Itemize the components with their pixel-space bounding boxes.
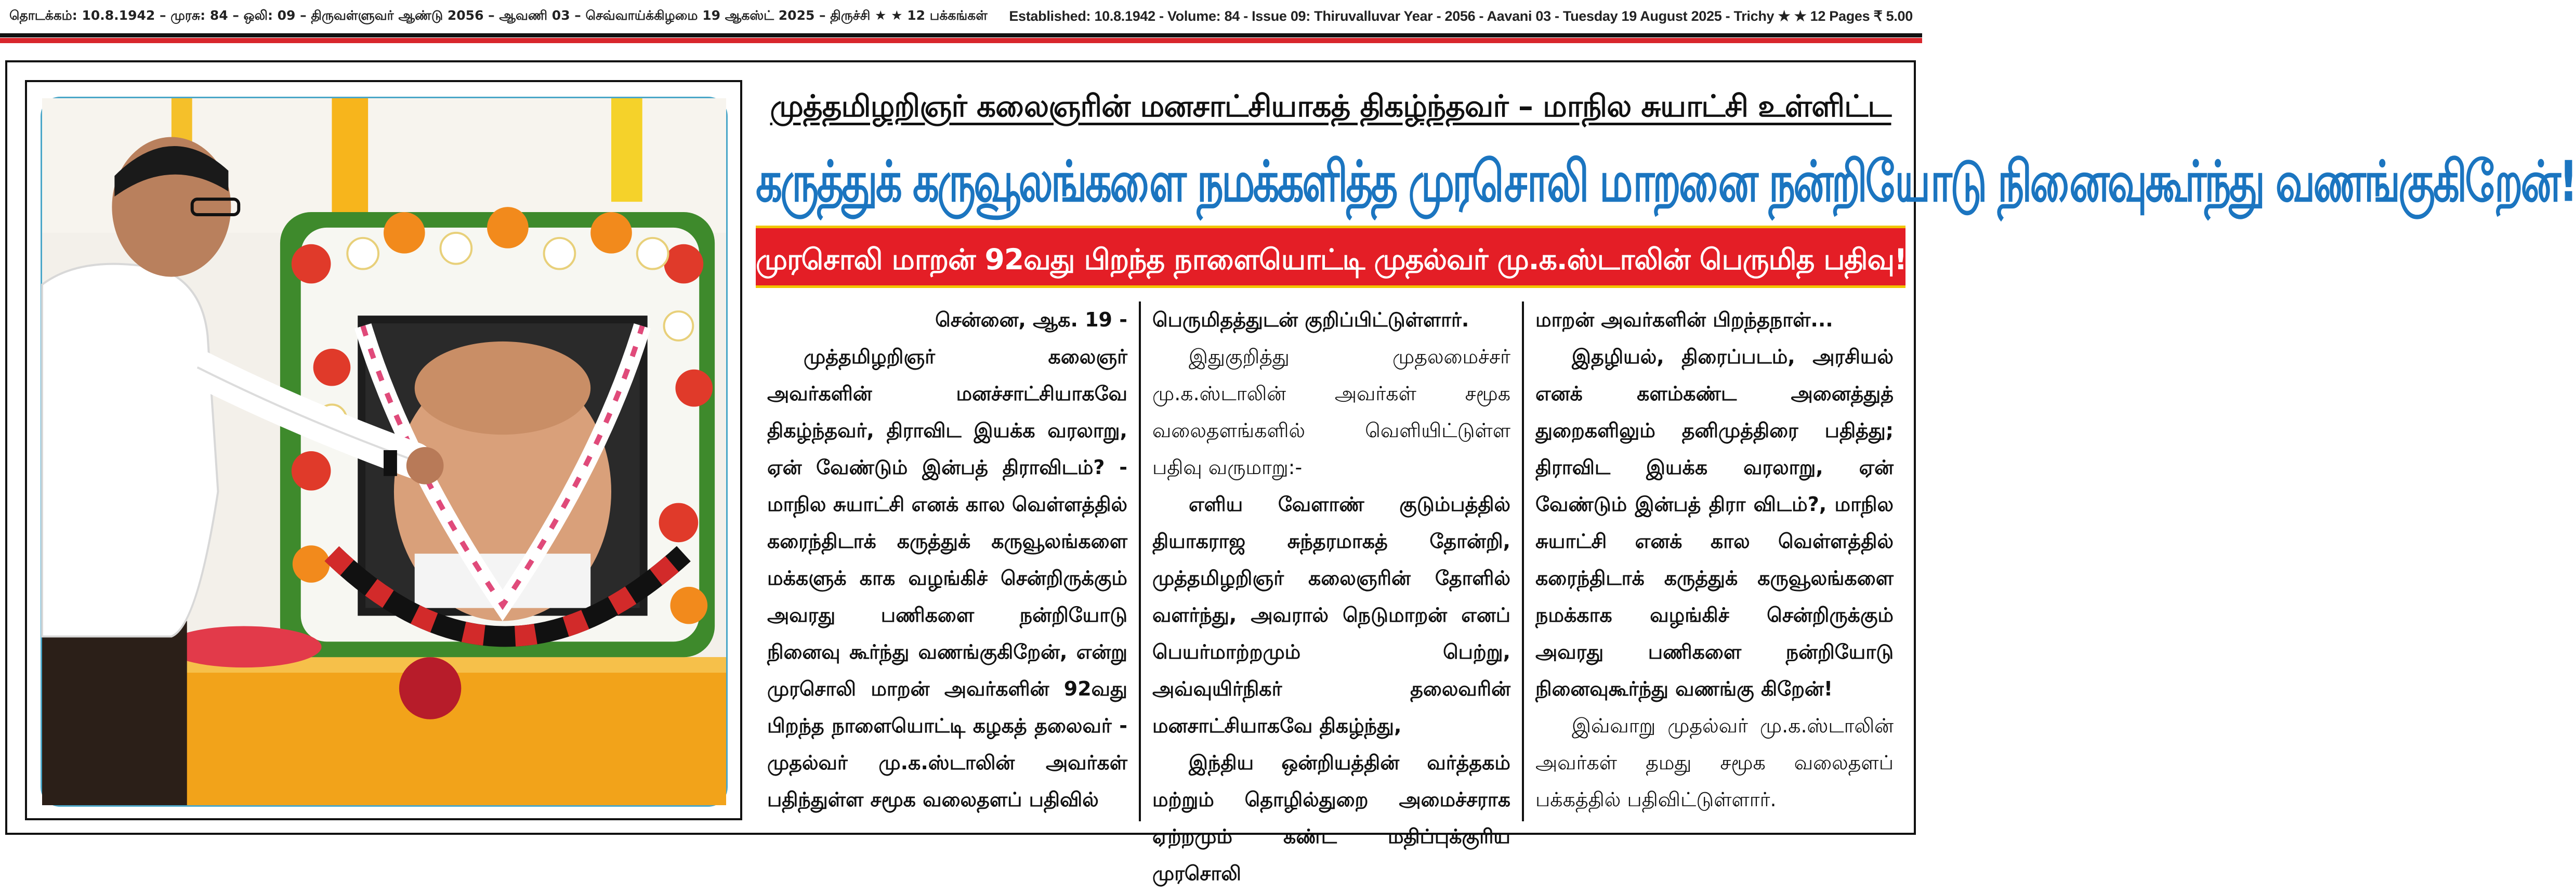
column-2-para-1: பெருமிதத்துடன் குறிப்பிட்டுள்ளார். — [1152, 308, 1469, 331]
column-2 — [1139, 301, 1522, 885]
masthead-rule-black — [0, 33, 1922, 37]
column-3 — [1522, 301, 1905, 821]
article-banner: முரசொலி மாறன் 92வது பிறந்த நாளையொட்டி முதல்வர் மு.க.ஸ்டாலின் பெருமித பதிவு! — [756, 226, 1905, 288]
article-frame — [5, 60, 2576, 885]
dateline: சென்னை, ஆக. 19 - — [935, 308, 1127, 331]
article-kicker: முத்தமிழறிஞர் கலைஞரின் மனசாட்சியாகத் திகழ்ந்தவர் – மாநில சுயாட்சி உள்ளிட்ட — [770, 88, 1891, 124]
article-columns — [756, 301, 1905, 885]
column-2-para-2: இதுகுறித்து முதலமைச்சர் மு.க.ஸ்டாலின் அவர்கள் சமூக வலைதளங்களில் வெளியிட்டுள்ள பதிவு வருமாறு:- — [1152, 345, 1510, 479]
column-2-para-4: இந்திய ஒன்றியத்தின் வர்த்தகம் மற்றும் தொழில்துறை அமைச்சராக ஏற்றமும் கண்ட மதிப்புக்குரிய முரசொலி — [1152, 751, 1510, 885]
column-2-para-3: எளிய வேளாண் குடும்பத்தில் தியாகராஜ சுந்தரமாகத் தோன்றி, முத்தமிழறிஞர் கலைஞரின் தோளில் வளர்ந்து, அவரால் நெடுமாறன் எனப் பெயர்மாற்றமும் பெற்று, அவ்வுயிர்நிகர் தலைவரின் மனசாட்சியாகவே திகழ்ந்து, — [1152, 493, 1510, 737]
tribute-photo — [41, 97, 728, 807]
tribute-photo-illustration — [42, 98, 726, 805]
column-3-para-2: இதழியல், திரைப்படம், அரசியல் எனக் களம்கண்ட அனைத்துத் துறைகளிலும் தனிமுத்திரை பதித்து; திராவிட இயக்க வரலாறு, ஏன் வேண்டும் இன்பத் திரா விடம்?, மாநில சுயாட்சி எனக் கால வெள்ளத்தில் கரைந்திடாக் கருத்துக் கருவூலங்களை நமக்காக வழங்கிச் சென்றிருக்கும் அவரது பணிகளை நன்றியோடு நினைவுகூர்ந்து வணங்கு கிறேன்! — [1535, 345, 1894, 700]
article — [756, 78, 2576, 885]
column-3-para-3: இவ்வாறு முதல்வர் மு.க.ஸ்டாலின் அவர்கள் தமது சமூக வலைதளப் பக்கத்தில் பதிவிட்டுள்ளார். — [1535, 714, 1894, 811]
photo-box — [25, 80, 742, 820]
masthead — [0, 0, 1922, 32]
column-1-body: முத்தமிழறிஞர் கலைஞர் அவர்களின் மனச்சாட்சியாகவே திகழ்ந்தவர், திராவிட இயக்க வரலாறு, ஏன் வேண்டும் இன்பத் திராவிடம்? - மாநில சுயாட்சி எனக் கால வெள்ளத்தில் கரைந்திடாக் கருத்துக் கருவூலங்களை மக்களுக் காக வழங்கிச் சென்றிருக்கும் அவரது பணிகளை நன்றியோடு நினைவு கூர்ந்து வணங்குகிறேன், என்று முரசொலி மாறன் அவர்களின் 92வது பிறந்த நாளையொட்டி கழகத் தலைவர் - முதல்வர் மு.க.ஸ்டாலின் அவர்கள் பதிந்துள்ள சமூக வலைதளப் பதிவில் — [767, 345, 1127, 811]
column-3-para-1: மாறன் அவர்களின் பிறந்தநாள்... — [1535, 308, 1833, 331]
column-1 — [756, 301, 1139, 821]
masthead-tamil: தொடக்கம்: 10.8.1942 – முரசு: 84 – ஒலி: 09 – திருவள்ளுவர் ஆண்டு 2056 – ஆவணி 03 – செவ்வாய்க்கிழமை 19 ஆகஸ்ட் 2025 – திருச்சி ★ ★ 12 பக்கங்கள் — [9, 7, 988, 23]
masthead-rule-red — [0, 38, 1922, 43]
masthead-english: Established: 10.8.1942 - Volume: 84 - Issue 09: Thiruvalluvar Year - 2056 - Aavani 03 - Tuesday 19 August 2025 - Trichy ★ ★ 12 Pages ₹ 5.00 — [1009, 8, 1913, 24]
article-headline: கருத்துக் கருவூலங்களை நமக்களித்த முரசொலி மாறனை நன்றியோடு நினைவுகூர்ந்து வணங்குகிறேன்! — [756, 149, 2576, 215]
